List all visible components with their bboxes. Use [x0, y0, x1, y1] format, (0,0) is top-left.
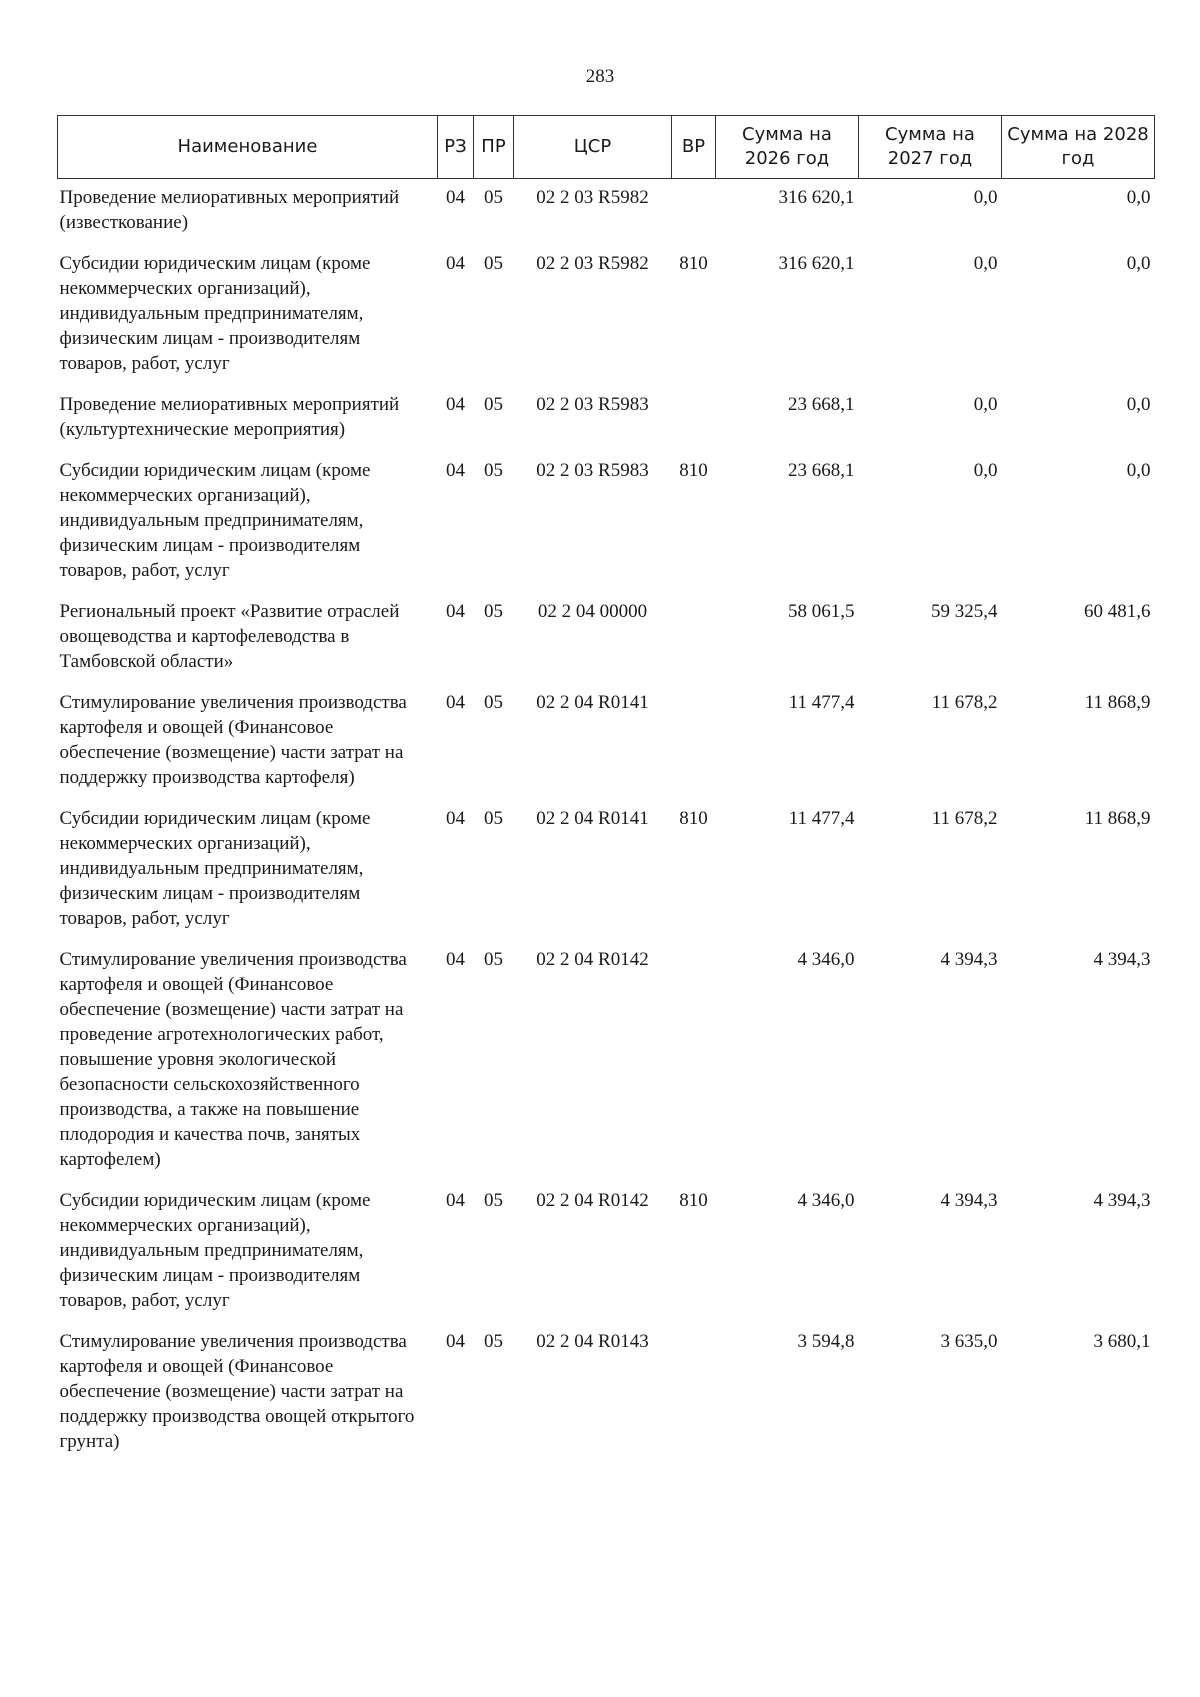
- header-rz: РЗ: [438, 116, 474, 179]
- header-csr: ЦСР: [514, 116, 672, 179]
- cell-sum-2027: 0,0: [973, 187, 998, 208]
- header-vr: ВР: [672, 116, 716, 179]
- cell-pr: 05: [484, 1190, 503, 1211]
- table-row: [58, 179, 1155, 246]
- cell-sum-2028: 0,0: [1126, 187, 1151, 208]
- cell-vr: [672, 941, 716, 1182]
- table-row: [58, 386, 1155, 452]
- cell-rz: 04: [446, 394, 465, 415]
- cell-name: Проведение мелиоративных мероприятий (известкование): [59, 187, 400, 233]
- cell-sum-2028: 60 481,6: [1084, 601, 1151, 622]
- cell-sum-2028: 11 868,9: [1084, 808, 1151, 829]
- cell-pr: 05: [484, 808, 503, 829]
- cell-sum-2027: 11 678,2: [931, 808, 998, 829]
- cell-csr: 02 2 03 R5982: [536, 187, 649, 208]
- cell-sum-2026: 11 477,4: [788, 692, 855, 713]
- cell-csr: 02 2 04 R0141: [536, 808, 649, 829]
- table-header: [58, 116, 1155, 179]
- cell-sum-2027: 4 394,3: [940, 949, 998, 970]
- cell-pr: 05: [484, 692, 503, 713]
- cell-sum-2026: 3 594,8: [797, 1331, 855, 1352]
- cell-name: Субсидии юридическим лицам (кроме некоммерческих организаций), индивидуальным предпринимателям, физическим лицам - производителям товаров, работ, услуг: [59, 808, 371, 929]
- cell-vr: 810: [679, 253, 708, 274]
- cell-rz: 04: [446, 949, 465, 970]
- table-row: [58, 1323, 1155, 1464]
- cell-sum-2027: 0,0: [973, 460, 998, 481]
- cell-name: Стимулирование увеличения производства картофеля и овощей (Финансовое обеспечение (возмещение) части затрат на проведение агротехнологических работ, повышение уровня экологической безопасности сельскохозяйственного производства, а также на повышение плодородия и качества почв, занятых картофелем): [59, 949, 407, 1170]
- cell-sum-2028: 4 394,3: [1093, 1190, 1151, 1211]
- table-row: [58, 245, 1155, 386]
- table-row: [58, 452, 1155, 593]
- cell-sum-2028: 11 868,9: [1084, 692, 1151, 713]
- cell-pr: 05: [484, 187, 503, 208]
- header-sum-2026: Сумма на 2026 год: [716, 116, 859, 179]
- cell-rz: 04: [446, 1190, 465, 1211]
- cell-sum-2028: 0,0: [1126, 253, 1151, 274]
- cell-vr: 810: [679, 808, 708, 829]
- cell-csr: 02 2 03 R5983: [536, 460, 649, 481]
- header-name: Наименование: [58, 116, 438, 179]
- table-row: [58, 800, 1155, 941]
- table-row: [58, 684, 1155, 800]
- cell-csr: 02 2 04 R0141: [536, 692, 649, 713]
- cell-name: Стимулирование увеличения производства картофеля и овощей (Финансовое обеспечение (возмещение) части затрат на поддержку производства картофеля): [59, 692, 407, 788]
- cell-pr: 05: [484, 394, 503, 415]
- cell-sum-2027: 59 325,4: [931, 601, 998, 622]
- cell-rz: 04: [446, 808, 465, 829]
- cell-rz: 04: [446, 601, 465, 622]
- header-pr: ПР: [474, 116, 514, 179]
- cell-vr: [672, 684, 716, 800]
- cell-sum-2026: 11 477,4: [788, 808, 855, 829]
- cell-sum-2027: 3 635,0: [940, 1331, 998, 1352]
- cell-sum-2028: 0,0: [1126, 460, 1151, 481]
- cell-sum-2028: 0,0: [1126, 394, 1151, 415]
- table-row: [58, 593, 1155, 684]
- table-row: [58, 941, 1155, 1182]
- cell-sum-2027: 4 394,3: [940, 1190, 998, 1211]
- header-row: [58, 116, 1155, 179]
- cell-pr: 05: [484, 949, 503, 970]
- cell-rz: 04: [446, 253, 465, 274]
- cell-sum-2026: 23 668,1: [788, 460, 855, 481]
- cell-vr: [672, 386, 716, 452]
- cell-rz: 04: [446, 1331, 465, 1352]
- cell-csr: 02 2 04 R0142: [536, 949, 649, 970]
- cell-csr: 02 2 04 00000: [537, 601, 648, 622]
- cell-csr: 02 2 03 R5983: [536, 394, 649, 415]
- table-row: [58, 1182, 1155, 1323]
- budget-table: [57, 115, 1155, 1464]
- cell-vr: [672, 179, 716, 246]
- cell-sum-2027: 11 678,2: [931, 692, 998, 713]
- cell-pr: 05: [484, 253, 503, 274]
- cell-sum-2028: 3 680,1: [1093, 1331, 1151, 1352]
- header-sum-2028: Сумма на 2028 год: [1002, 116, 1155, 179]
- cell-vr: [672, 1323, 716, 1464]
- cell-sum-2026: 4 346,0: [797, 1190, 855, 1211]
- cell-csr: 02 2 04 R0142: [536, 1190, 649, 1211]
- cell-pr: 05: [484, 1331, 503, 1352]
- cell-csr: 02 2 03 R5982: [536, 253, 649, 274]
- cell-csr: 02 2 04 R0143: [536, 1331, 649, 1352]
- cell-sum-2026: 316 620,1: [778, 253, 855, 274]
- cell-vr: [672, 593, 716, 684]
- page-number: 283: [585, 66, 615, 87]
- cell-vr: 810: [679, 1190, 708, 1211]
- cell-sum-2028: 4 394,3: [1093, 949, 1151, 970]
- cell-sum-2026: 58 061,5: [788, 601, 855, 622]
- cell-rz: 04: [446, 692, 465, 713]
- cell-sum-2026: 4 346,0: [797, 949, 855, 970]
- table-body: [58, 179, 1155, 1465]
- cell-rz: 04: [446, 187, 465, 208]
- cell-sum-2026: 316 620,1: [778, 187, 855, 208]
- cell-name: Субсидии юридическим лицам (кроме некоммерческих организаций), индивидуальным предпринимателям, физическим лицам - производителям товаров, работ, услуг: [59, 460, 371, 581]
- cell-sum-2027: 0,0: [973, 394, 998, 415]
- cell-name: Региональный проект «Развитие отраслей овощеводства и картофелеводства в Тамбовской области»: [59, 601, 400, 672]
- cell-sum-2026: 23 668,1: [788, 394, 855, 415]
- header-sum-2027: Сумма на 2027 год: [859, 116, 1002, 179]
- cell-name: Субсидии юридическим лицам (кроме некоммерческих организаций), индивидуальным предпринимателям, физическим лицам - производителям товаров, работ, услуг: [59, 253, 371, 374]
- cell-vr: 810: [679, 460, 708, 481]
- cell-rz: 04: [446, 460, 465, 481]
- cell-name: Субсидии юридическим лицам (кроме некоммерческих организаций), индивидуальным предпринимателям, физическим лицам - производителям товаров, работ, услуг: [59, 1190, 371, 1311]
- cell-name: Проведение мелиоративных мероприятий (культуртехнические мероприятия): [59, 394, 400, 440]
- cell-sum-2027: 0,0: [973, 253, 998, 274]
- cell-pr: 05: [484, 460, 503, 481]
- cell-pr: 05: [484, 601, 503, 622]
- cell-name: Стимулирование увеличения производства картофеля и овощей (Финансовое обеспечение (возмещение) части затрат на поддержку производства овощей открытого грунта): [59, 1331, 415, 1452]
